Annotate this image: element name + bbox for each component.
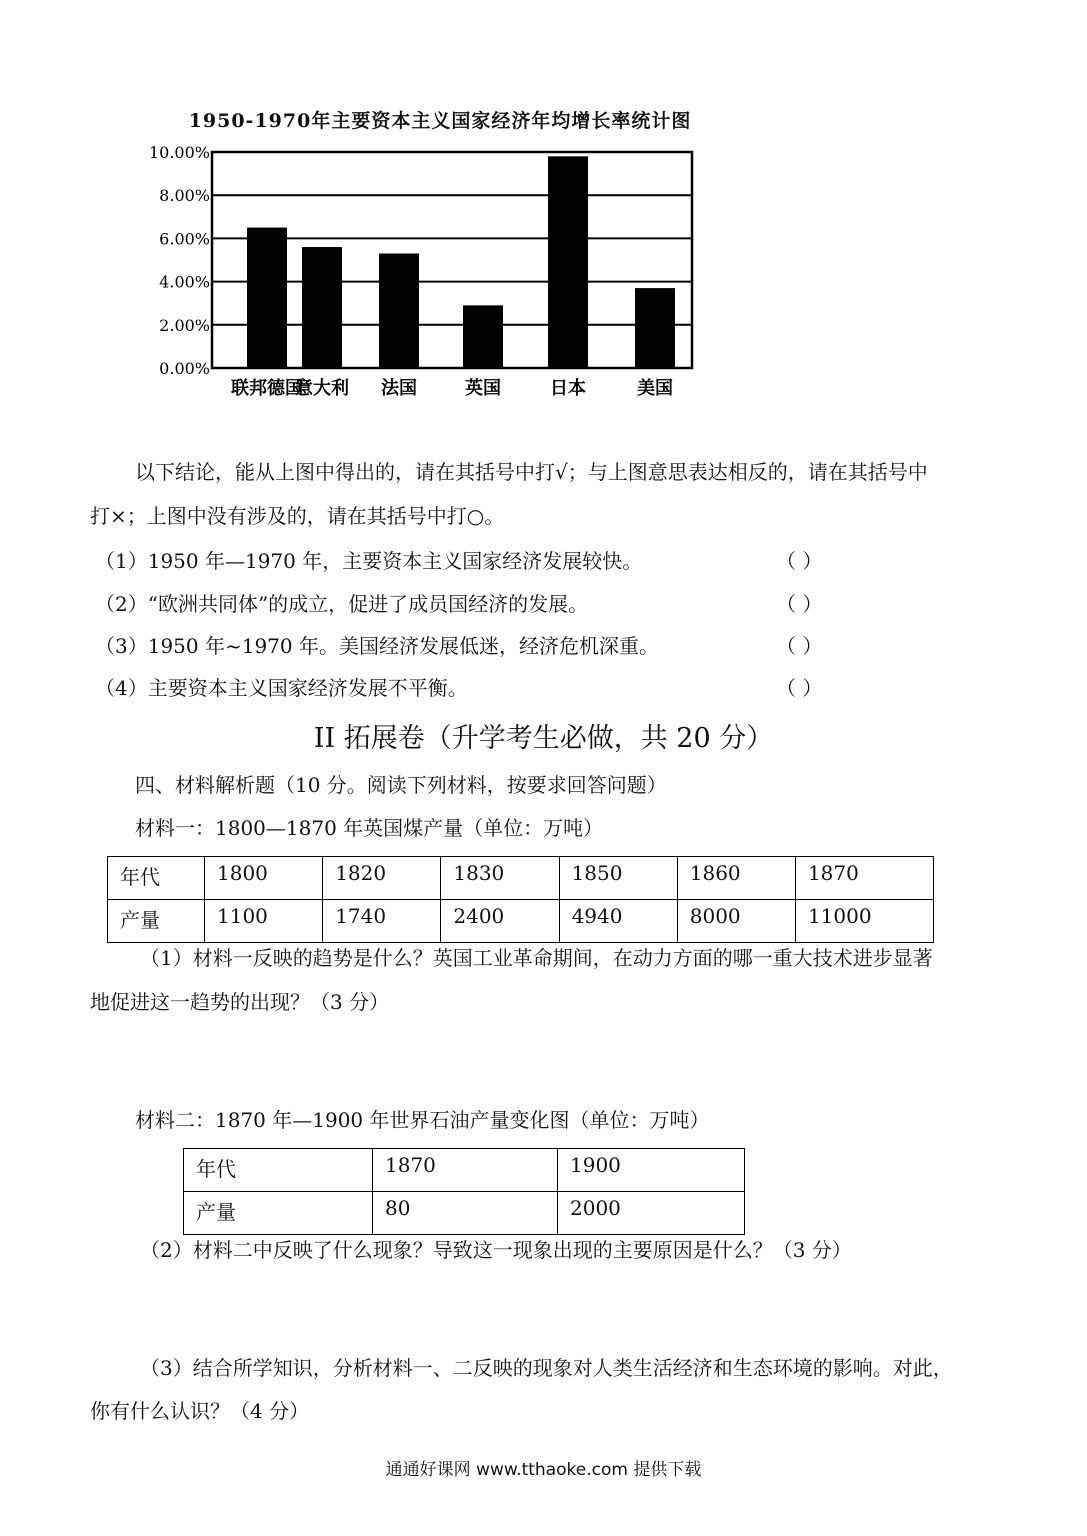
table-cell: 年代 — [184, 1149, 373, 1192]
material1-table — [107, 856, 934, 943]
question-1-line-2: 地促进这一趋势的出现？（3 分） — [90, 990, 390, 1014]
table-cell: 年代 — [108, 857, 205, 900]
answer-bracket-4: （ ） — [776, 676, 823, 700]
answer-bracket-1: （ ） — [776, 549, 823, 573]
table-row — [108, 900, 934, 943]
y-tick-label: 2.00% — [159, 315, 210, 335]
material1-caption: 材料一：1800—1870 年英国煤产量（单位：万吨） — [135, 816, 604, 840]
table-cell: 1820 — [323, 857, 441, 900]
x-tick-label: 英国 — [465, 378, 501, 399]
answer-bracket-3: （ ） — [776, 634, 823, 658]
statement-3: （3）1950 年~1970 年。美国经济发展低迷，经济危机深重。 — [95, 634, 659, 658]
x-tick-label: 联邦德国 — [231, 378, 303, 399]
x-tick-label: 日本 — [550, 378, 586, 399]
statement-1: （1）1950 年—1970 年，主要资本主义国家经济发展较快。 — [95, 549, 643, 573]
material2-table — [183, 1148, 745, 1235]
x-tick-label: 法国 — [381, 378, 417, 399]
table-cell: 产量 — [184, 1192, 373, 1235]
table-cell: 1740 — [323, 900, 441, 943]
bar — [635, 288, 675, 368]
bar — [463, 305, 503, 368]
y-tick-label: 10.00% — [148, 143, 210, 162]
table-cell: 1830 — [441, 857, 559, 900]
y-tick-label: 4.00% — [159, 272, 210, 292]
instruction-line-1: 以下结论，能从上图中得出的，请在其括号中打√；与上图意思表达相反的，请在其括号中 — [135, 460, 928, 484]
table-cell: 1850 — [559, 857, 677, 900]
table-cell: 产量 — [108, 900, 205, 943]
table-cell: 1800 — [205, 857, 323, 900]
footer-credit: 通通好课网 www.tthaoke.com 提供下载 — [385, 1460, 702, 1480]
table-cell: 2400 — [441, 900, 559, 943]
statement-2: （2）“欧洲共同体”的成立，促进了成员国经济的发展。 — [95, 592, 589, 616]
answer-bracket-2: （ ） — [776, 592, 823, 616]
question-2: （2）材料二中反映了什么现象？导致这一现象出现的主要原因是什么？（3 分） — [140, 1238, 852, 1262]
section-title: II 拓展卷（升学考生必做，共 20 分） — [313, 723, 774, 754]
chart-title: 1950-1970年主要资本主义国家经济年均增长率统计图 — [188, 110, 692, 132]
statement-4: （4）主要资本主义国家经济发展不平衡。 — [95, 676, 468, 700]
table-row — [184, 1192, 745, 1235]
table-cell: 1900 — [558, 1149, 745, 1192]
question-3-line-1: （3）结合所学知识，分析材料一、二反映的现象对人类生活经济和生态环境的影响。对此， — [140, 1356, 953, 1380]
bar-chart — [130, 140, 710, 410]
table-cell: 4940 — [559, 900, 677, 943]
instruction-line-2: 打×；上图中没有涉及的，请在其括号中打○。 — [90, 504, 505, 528]
x-tick-label: 意大利 — [295, 378, 349, 399]
question-1-line-1: （1）材料一反映的趋势是什么？英国工业革命期间，在动力方面的哪一重大技术进步显著 — [140, 946, 933, 970]
bar — [302, 247, 342, 368]
bar — [247, 228, 287, 368]
bar — [379, 254, 419, 368]
section-heading: 四、材料解析题（10 分。阅读下列材料，按要求回答问题） — [135, 773, 667, 797]
table-row — [108, 857, 934, 900]
material2-caption: 材料二：1870 年—1900 年世界石油产量变化图（单位：万吨） — [135, 1108, 710, 1132]
y-tick-label: 0.00% — [159, 359, 210, 378]
table-row — [184, 1149, 745, 1192]
question-3-line-2: 你有什么认识？（4 分） — [90, 1399, 310, 1423]
table-cell: 1860 — [677, 857, 795, 900]
x-tick-label: 美国 — [637, 378, 673, 399]
table-cell: 1870 — [795, 857, 933, 900]
table-cell: 80 — [373, 1192, 558, 1235]
y-tick-label: 6.00% — [159, 229, 210, 249]
table-cell: 8000 — [677, 900, 795, 943]
table-cell: 1100 — [205, 900, 323, 943]
table-cell: 2000 — [558, 1192, 745, 1235]
y-tick-label: 8.00% — [159, 186, 210, 206]
table-cell: 11000 — [795, 900, 933, 943]
bar — [548, 156, 588, 368]
table-cell: 1870 — [373, 1149, 558, 1192]
